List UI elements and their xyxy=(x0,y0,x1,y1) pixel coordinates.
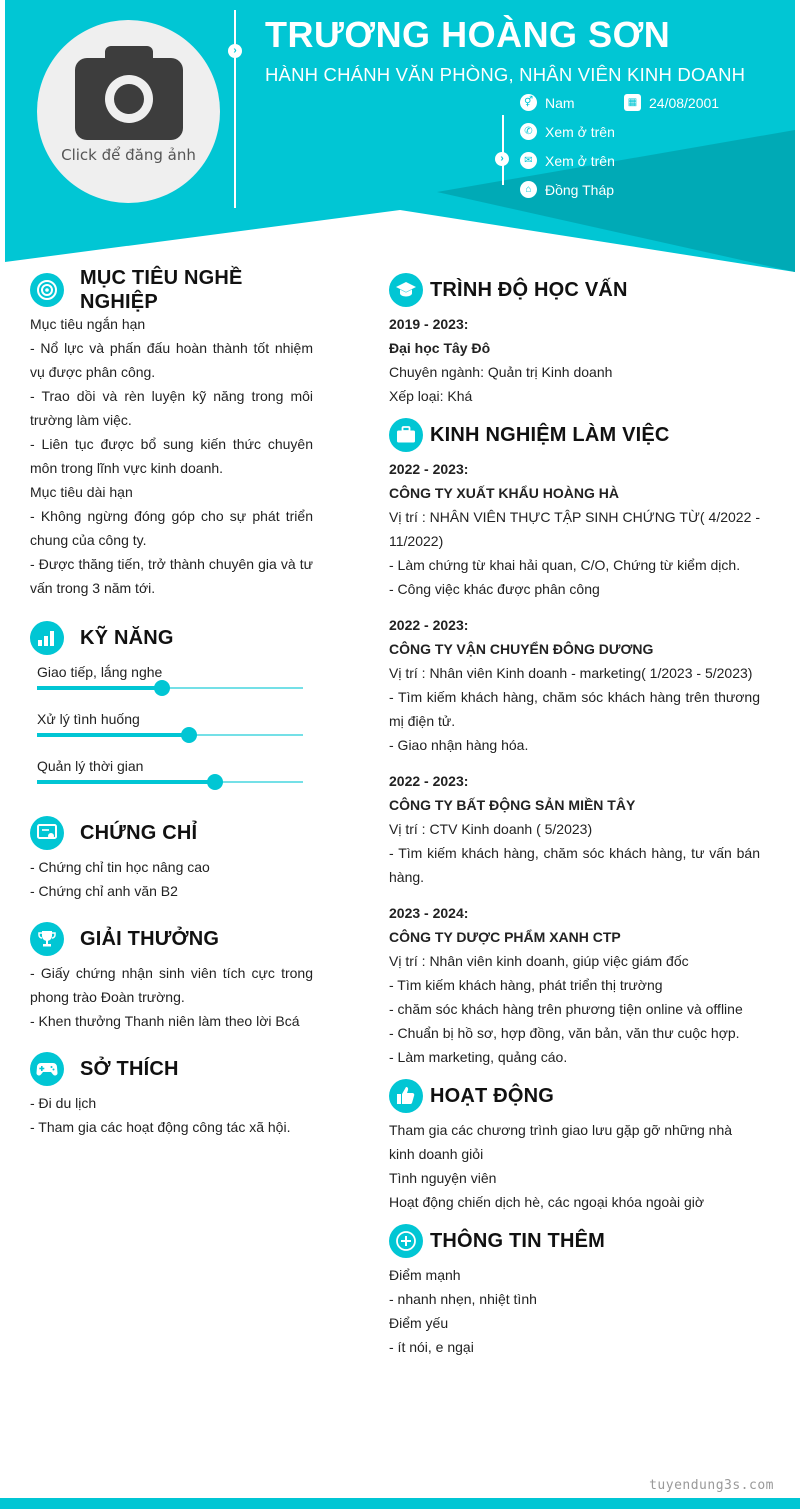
certificate-icon xyxy=(30,816,64,850)
cv-header xyxy=(5,0,795,272)
contact-divider xyxy=(502,115,504,185)
site-watermark: tuyendung3s.com xyxy=(649,1478,774,1493)
more-info-content xyxy=(389,1263,760,1359)
gender-info xyxy=(520,94,575,111)
hobbies-content xyxy=(30,1091,313,1139)
awards-title: GIẢI THƯỞNG xyxy=(80,928,220,950)
job-line: - Làm chứng từ khai hải quan, C/O, Chứng từ kiểm dịch. xyxy=(389,557,741,573)
certificates-title: CHỨNG CHỈ xyxy=(80,822,198,844)
address-info xyxy=(520,181,614,198)
activity-line: Tham gia các chương trình giao lưu gặp gỡ những nhà kinh doanh giỏi xyxy=(389,1122,733,1162)
skill-label: Giao tiếp, lắng nghe xyxy=(37,664,163,680)
left-column xyxy=(30,267,313,1139)
activities-title: HOẠT ĐỘNG xyxy=(430,1085,555,1107)
job-line: Vị trí : Nhân viên kinh doanh, giúp việc giám đốc xyxy=(389,953,689,969)
header-divider xyxy=(234,10,236,208)
objective-line: - Trao dồi và rèn luyện kỹ năng trong môi trường làm việc. xyxy=(30,388,313,428)
job-line: Vị trí : Nhân viên Kinh doanh - marketing( 1/2023 - 5/2023) xyxy=(389,665,753,681)
certificates-content xyxy=(30,855,313,903)
gender-value: Nam xyxy=(545,94,575,111)
job-company: CÔNG TY VẬN CHUYỂN ĐÔNG DƯƠNG xyxy=(389,641,654,657)
objective-line: - Nổ lực và phấn đấu hoàn thành tốt nhiệm vụ được phân công. xyxy=(30,340,313,380)
job-line: Vị trí : NHÂN VIÊN THỰC TẬP SINH CHỨNG TỪ( 4/2022 - 11/2022) xyxy=(389,509,760,549)
skill-slider-handle[interactable] xyxy=(181,727,197,743)
address-value: Đồng Tháp xyxy=(545,181,615,198)
education-period: 2019 - 2023: xyxy=(389,316,469,332)
more-info-line: - nhanh nhẹn, nhiệt tình xyxy=(389,1291,537,1307)
gamepad-icon xyxy=(30,1052,64,1086)
skill-fill xyxy=(37,686,162,690)
skill-item xyxy=(30,660,313,707)
activity-line: Tình nguyện viên xyxy=(389,1170,497,1186)
skill-item xyxy=(30,707,313,754)
experience-title: KINH NGHIỆM LÀM VIỆC xyxy=(430,424,670,446)
more-info-line: - ít nói, e ngại xyxy=(389,1339,474,1355)
experience-job xyxy=(389,613,760,757)
job-company: CÔNG TY DƯỢC PHẨM XANH CTP xyxy=(389,929,621,945)
photo-upload-label: Click để đăng ảnh xyxy=(61,146,196,164)
plus-circle-icon xyxy=(389,1224,423,1258)
job-line: - Chuẩn bị hồ sơ, hợp đồng, văn bản, văn thư cuộc hợp. xyxy=(389,1025,740,1041)
camera-icon xyxy=(75,46,183,140)
job-line: - chăm sóc khách hàng trên phương tiện online và offline xyxy=(389,1001,743,1017)
more-info-section-header xyxy=(389,1223,760,1259)
skill-label: Quản lý thời gian xyxy=(37,758,144,774)
awards-content xyxy=(30,961,313,1033)
right-column xyxy=(389,272,760,1359)
job-line: - Công việc khác được phân công xyxy=(389,581,600,597)
experience-job xyxy=(389,769,760,889)
envelope-icon: ✉ xyxy=(520,152,537,169)
birthday-value: 24/08/2001 xyxy=(649,94,720,111)
award-line: - Giấy chứng nhận sinh viên tích cực trong phong trào Đoàn trường. xyxy=(30,965,313,1005)
certificate-line: - Chứng chỉ anh văn B2 xyxy=(30,883,178,899)
education-section-header xyxy=(389,272,760,308)
hobbies-section-header xyxy=(30,1051,313,1087)
job-line: - Làm marketing, quảng cáo. xyxy=(389,1049,568,1065)
phone-info xyxy=(520,123,615,140)
more-info-line: Điểm yếu xyxy=(389,1315,449,1331)
experience-section-header xyxy=(389,417,760,453)
job-line: - Giao nhận hàng hóa. xyxy=(389,737,529,753)
job-company: CÔNG TY BẤT ĐỘNG SẢN MIỀN TÂY xyxy=(389,797,636,813)
objective-line: Mục tiêu dài hạn xyxy=(30,484,133,500)
job-period: 2023 - 2024: xyxy=(389,905,469,921)
education-title: TRÌNH ĐỘ HỌC VẤN xyxy=(430,279,628,301)
phone-icon: ✆ xyxy=(520,123,537,140)
skill-fill xyxy=(37,733,189,737)
trophy-icon xyxy=(30,922,64,956)
objective-title: MỤC TIÊU NGHỀ NGHIỆP xyxy=(80,267,243,313)
objective-line: - Được thăng tiến, trở thành chuyên gia và tư vấn trong 3 năm tới. xyxy=(30,556,313,596)
skills-title: KỸ NĂNG xyxy=(80,627,174,649)
candidate-job-title: HÀNH CHÁNH VĂN PHÒNG, NHÂN VIÊN KINH DOANH xyxy=(265,64,746,85)
birthday-info xyxy=(624,94,719,111)
calendar-icon: ▦ xyxy=(624,94,641,111)
skill-label: Xử lý tình huống xyxy=(37,711,140,727)
activity-line: Hoạt động chiến dịch hè, các ngoại khóa ngoài giờ xyxy=(389,1194,705,1210)
certificates-section-header xyxy=(30,815,313,851)
experience-job xyxy=(389,457,760,601)
experience-job xyxy=(389,901,760,1069)
hobby-line: - Đi du lịch xyxy=(30,1095,97,1111)
profile-photo-upload[interactable] xyxy=(37,20,220,203)
skill-fill xyxy=(37,780,215,784)
more-info-title: THÔNG TIN THÊM xyxy=(430,1230,606,1252)
objective-line: - Liên tục được bổ sung kiến thức chuyên môn trong lĩnh vực kinh doanh. xyxy=(30,436,313,476)
job-period: 2022 - 2023: xyxy=(389,773,469,789)
briefcase-icon xyxy=(389,418,423,452)
phone-value: Xem ở trên xyxy=(545,123,615,140)
footer-bar xyxy=(0,1498,800,1509)
objective-content xyxy=(30,312,313,600)
job-period: 2022 - 2023: xyxy=(389,461,469,477)
objective-section-header xyxy=(30,267,313,313)
activities-content xyxy=(389,1118,760,1214)
skills-list xyxy=(30,660,313,801)
job-line: Vị trí : CTV Kinh doanh ( 5/2023) xyxy=(389,821,593,837)
graduation-cap-icon xyxy=(389,273,423,307)
education-school: Đại học Tây Đô xyxy=(389,340,491,356)
objective-line: Mục tiêu ngắn hạn xyxy=(30,316,146,332)
activities-section-header xyxy=(389,1078,760,1114)
email-info xyxy=(520,152,615,169)
education-major: Chuyên ngành: Quản trị Kinh doanh xyxy=(389,364,613,380)
chevron-right-icon: › xyxy=(228,44,242,58)
education-rank: Xếp loại: Khá xyxy=(389,388,473,404)
email-value: Xem ở trên xyxy=(545,152,615,169)
award-line: - Khen thưởng Thanh niên làm theo lời Bcá xyxy=(30,1013,300,1029)
job-line: - Tìm kiếm khách hàng, chăm sóc khách hàng, tư vấn bán hàng. xyxy=(389,845,760,885)
more-info-line: Điểm mạnh xyxy=(389,1267,461,1283)
job-period: 2022 - 2023: xyxy=(389,617,469,633)
awards-section-header xyxy=(30,921,313,957)
job-line: - Tìm kiếm khách hàng, chăm sóc khách hàng trên thương mị điện tử. xyxy=(389,689,760,729)
gender-icon: ⚥ xyxy=(520,94,537,111)
bar-chart-icon xyxy=(30,621,64,655)
skill-item xyxy=(30,754,313,801)
chevron-right-icon: › xyxy=(495,152,509,166)
thumbs-up-icon xyxy=(389,1079,423,1113)
candidate-name: TRƯƠNG HOÀNG SƠN xyxy=(265,14,671,55)
skills-section-header xyxy=(30,620,313,656)
skill-slider-handle[interactable] xyxy=(207,774,223,790)
home-icon: ⌂ xyxy=(520,181,537,198)
hobbies-title: SỞ THÍCH xyxy=(80,1058,179,1080)
job-line: - Tìm kiếm khách hàng, phát triển thị trường xyxy=(389,977,663,993)
job-company: CÔNG TY XUẤT KHẨU HOÀNG HÀ xyxy=(389,485,619,501)
hobby-line: - Tham gia các hoạt động công tác xã hội. xyxy=(30,1119,291,1135)
education-content xyxy=(389,312,760,408)
skill-slider-handle[interactable] xyxy=(154,680,170,696)
objective-line: - Không ngừng đóng góp cho sự phát triển chung của công ty. xyxy=(30,508,313,548)
target-icon xyxy=(30,273,64,307)
certificate-line: - Chứng chỉ tin học nâng cao xyxy=(30,859,210,875)
